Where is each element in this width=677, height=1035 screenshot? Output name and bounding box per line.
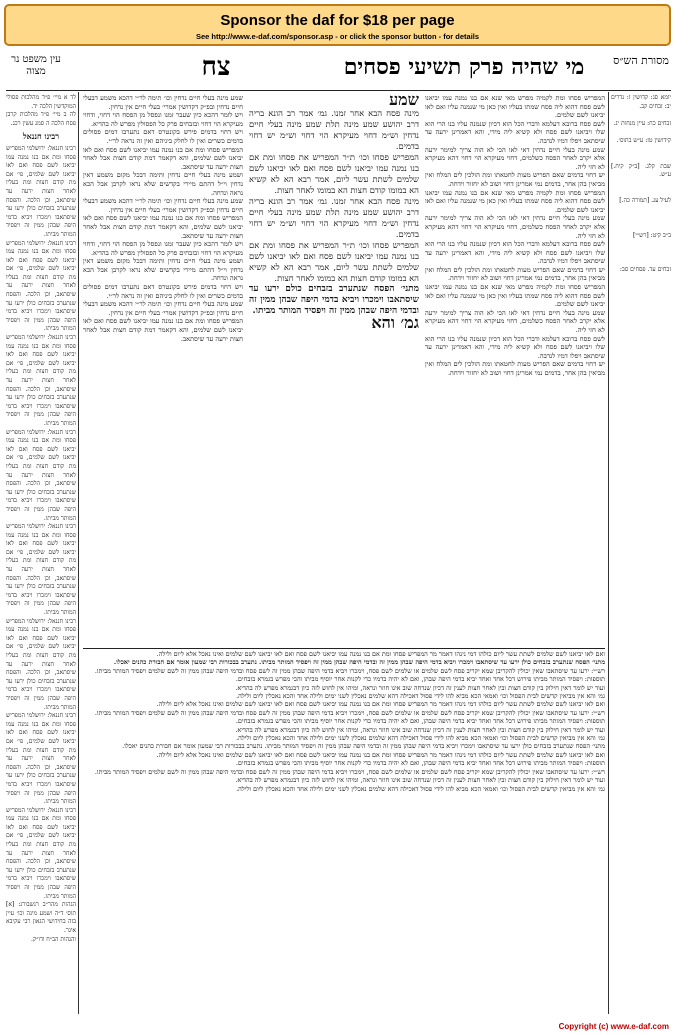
lower-paragraph: רש״י: ירעו עד שיסתאבו שאין יכולין להקריבן שמא יקריב פסח לשם שלמים או שלמים לשם פסח, וימכרו ויביא בדמי היפה שבהן ממין זה לשם פסח ובדמי היפה שבהן ממין זה לשם שלמים ויפסיד המותר מביתו.: [94, 666, 605, 675]
rashi-paragraph: המפריש פסחו ומת לקמיה מפרש מאי שנא אם בנו נמנה עמו יביאנו לשם פסח דהוא ליה פסח שמתו בעליו ואין כאן מי שנמנה עליו ואם לאו יביאנו לשם שלמים.: [425, 283, 605, 309]
lower-paragraph: מתני׳ הפסח שנתערב בזבחים כולן ירעו עד שיסתאבו וימכרו ויביא בדמי היפה שבהן ממין זה ובדמי היפה שבהן ממין זה ויפסיד המותר מביתו. נתערב בבכורות רבי שמעון אומר אם חבורת כהנים יאכלו.: [122, 742, 605, 751]
lower-paragraph: תוספות: ויפסיד המותר מביתו פירוש דכל אחד ואחד יביא בדמי היפה שבהן, ואם לא יהיה בדמיו כדי לקנות אחר יוסיף מביתו והכי מפרש בגמרא בזבחים.: [235, 759, 605, 768]
rashi-paragraph: שמע מינה בעלי חיים נדחין דאי לאו הכי לא הוה צריך למימר ירעה אלא יקרב לאחר הפסח כשלמים, דחוי מעיקרא הוי דחוי דהא מעיקרא לא חזי ליה.: [425, 308, 605, 335]
rashi-column: [425, 94, 605, 649]
lower-commentary: [83, 650, 605, 1015]
rashi-paragraph: יש דחוי בדמים שאם הפריש מעות לחטאתו ומת הולכין לים המלח ואין מביאין בהן אחר, בדמים נמי אמרינן דחוי ושוב לא יחזור וידחה.: [425, 265, 605, 283]
ein-mishpat-entry: לד א מיי׳ פ״ד מהלכות פסולי המוקדשין הלכה יד.: [6, 94, 76, 110]
hagahot-entry: הגהות מהר״ב רנשבורג: [א] תוס׳ ד״ה ושמע מינה וכו׳ עיין בזה בחידושי הגאון רבי עקיבא איגר.: [6, 901, 76, 934]
lower-paragraph: ואם לאו יביאנו לשם שלמים לשתת עשר ליום כולהו דמי נינהו דאמר מר המפריש פסחו ומת אם בנו נמנה עמו יביאנו לשם פסח ואם לאו יביאנו לשם שלמים ואינו נאכל אלא ליום ולילה.: [156, 650, 605, 658]
rashi-paragraph: שמע מינה בעלי חיים נדחין דאי לאו הכי לא הוה צריך למימר ירעה אלא יקרב לאחר הפסח כשלמים, דחוי מעיקרא הוי דחוי דהא מעיקרא לא חזי ליה.: [425, 214, 605, 240]
rabbeinu-chananel-text: רבינו חננאל: ירושלמי המפריש פסחו ומת אם בנו נמנה עמו יביאנו לשם פסח ואם לאו יביאנו לשם שלמים, פי׳ אם מת קודם חצות ומת בעליו לאחר חצות ירעה עד שיסתאב, וכן הלכה. והפסח שנתערב בזבחים כולן ירעו עד שיסתאבו וימכרו ויביא בדמי היפה שבהן ממין זה ויפסיד המותר מביתו.: [6, 617, 76, 711]
masoret-entry: זבחים כח: עיין מנחות יג.: [613, 119, 671, 127]
mishnah-paragraph: מתני׳ הפסח שנתערב בזבחים כולם ירעו עד שיסתאבו וימכרו ויביא בדמי היפה שבהן ממין זה ובדמי היפה שבהן ממין זה ויפסיד המותר מביתו.: [249, 284, 419, 316]
masoret-header: מסורת הש״ס: [613, 54, 669, 67]
lower-paragraph: ואם לאו יביאנו לשם שלמים לשתת עשר ליום כולהו דמי נינהו דאמר מר המפריש פסחו ומת אם בנו נמנה עמו יביאנו לשם פסח ואם לאו יביאנו לשם שלמים ואינו נאכל אלא ליום ולילה.: [156, 750, 605, 759]
ein-mishpat-column: [6, 94, 76, 1014]
masoret-entry: יומא סג: קדושין ז: נדרים יב: זבחים קב.: [611, 94, 671, 110]
divider: [608, 92, 609, 1014]
lower-paragraph: גמ׳ והא אין מביאין קדשים לבית הפסול וכו׳ ואמאי הכא מביא להו לידי פסול דאכילה דהא שלמים נאכלין לשני ימים ולילה אחד והכא נאכלין ליום ולילה.: [236, 784, 605, 793]
gemara-paragraph: המפריש פסחו וכו׳ ת״ר המפריש את פסחו ומת אם בנו נמנה עמו יביאנו לשם פסח ואם לאו יביאנו לשם שלמים לשתת עשר ליום, אמר רבא הא לא קשיא הא במומו קודם חצות הא במומו לאחר חצות.: [249, 240, 419, 283]
tosafot-paragraph: ויש דחוי בדמים פירש בקונטרס דאם נתערבו דמים פסולים בדמים כשרים ואין לו לחלק ביניהם ואין זה נראה לר״י.: [83, 283, 243, 300]
rashi-paragraph: יש דחוי בדמים שאם הפריש מעות לחטאתו ומת הולכין לים המלח ואין מביאין בהן אחר, בדמים נמי אמרינן דחוי ושוב לא יחזור וידחה.: [425, 360, 605, 377]
masoret-entry: לעיל עג. [תמורה כה.]: [619, 197, 671, 205]
tosafot-paragraph: ושמע מינה בעלי חיים נדחין ותימה דבכל מקום משמע דאין נדחין וי״ל דהתם מיירי בקדשים שלא נראו לקרבן אבל הכא נראה ונדחה.: [83, 171, 243, 197]
gemara-paragraph: המפריש פסחו וכו׳ ת״ר המפריש את פסחו ומת אם בנו נמנה עמו יביאנו לשם פסח ואם לאו יביאנו לשם שלמים לשתת עשר ליום, אמר רבא הא לא קשיא הא במומו קודם חצות הא במומו לאחר חצות.: [249, 152, 419, 195]
lower-paragraph: ועוד יש לומר דאין חילוק בין קודם חצות ובין לאחר חצות לענין זה דכיון שנדחה שוב אינו חוזר ונראה, ומיהו אין לחוש לזה כיון דבגמרא מפרש לה בהדיא.: [235, 683, 605, 692]
chapter-title: מי שהיה פרק תשיעי פסחים: [343, 54, 585, 80]
masoret-column: [611, 94, 671, 1014]
lower-paragraph: רש״י: ירעו עד שיסתאבו שאין יכולין להקריבן שמא יקריב פסח לשם שלמים או שלמים לשם פסח, וימכרו ויביא בדמי היפה שבהן ממין זה לשם פסח ובדמי היפה שבהן ממין זה לשם שלמים ויפסיד המותר מביתו.: [94, 767, 605, 776]
gemara-column: [249, 94, 419, 649]
tosafot-paragraph: ויש דחוי בדמים פירש בקונטרס דאם נתערבו דמים פסולים בדמים כשרים ואין לו לחלק ביניהם ואין זה נראה לר״י.: [83, 128, 243, 145]
talmud-page: [6, 50, 671, 1020]
hagahot-entry: והגהות הב״ח ודו״ק.: [31, 935, 76, 943]
tosafot-paragraph: ויש לומר דהכא כיון שעבר זמנו ונפסל מן הפסח הוי דחוי, ודחוי מעיקרא הוי דחוי ובזבחים פרק כל הפסולין מפרש לה בהדיא.: [83, 111, 243, 128]
tosafot-paragraph: שמע מינה בעלי חיים נדחין וכו׳ תימה לר״י דהכא משמע דבעלי חיים נדחין ובפ״ק דקדושין אמרי׳ בעלי חיים אין נדחין.: [83, 197, 243, 214]
rashi-paragraph: שמע מינה בעלי חיים נדחין דאי לאו הכי לא הוה צריך למימר ירעה אלא יקרב לאחר הפסח כשלמים, דחוי מעיקרא הוי דחוי דהא מעיקרא לא חזי ליה.: [425, 145, 605, 171]
sponsor-banner[interactable]: [4, 4, 671, 46]
rabbeinu-chananel-text: רבינו חננאל: ירושלמי המפריש פסחו ומת אם בנו נמנה עמו יביאנו לשם פסח ואם לאו יביאנו לשם שלמים, פי׳ אם מת קודם חצות ומת בעליו לאחר חצות ירעה עד שיסתאב, וכן הלכה. והפסח שנתערב בזבחים כולן ירעו עד שיסתאבו וימכרו ויביא בדמי היפה שבהן ממין זה ויפסיד המותר מביתו.: [6, 239, 76, 333]
lower-paragraph: ועוד יש לומר דאין חילוק בין קודם חצות ובין לאחר חצות לענין זה דכיון שנדחה שוב אינו חוזר ונראה, ומיהו אין לחוש לזה כיון דבגמרא מפרש לה בהדיא.: [235, 776, 605, 785]
rashi-paragraph: לשם פסח ברובא דעלמא ודברי הכל הוא דכיון שנמנה עליו בנו הרי הוא שלו ויביאנו לשם פסח ולא קשיא ליה מידי, והא דאמרינן ירעה עד שיסתאב ויפלו דמיו לנדבה.: [425, 334, 605, 360]
gemara-lead-word: שמע: [389, 94, 419, 109]
lower-paragraph: ועוד יש לומר דאין חילוק בין קודם חצות ובין לאחר חצות לענין זה דכיון שנדחה שוב אינו חוזר ונראה, ומיהו אין לחוש לזה כיון דבגמרא מפרש לה בהדיא.: [235, 725, 605, 734]
tosafot-paragraph: המפריש פסחו ומת אם בנו נמנה עמו יביאנו לשם פסח ואם לאו יביאנו לשם שלמים, והא דקאמר דמת קודם חצות אבל לאחר חצות ירעה עד שיסתאב.: [83, 145, 243, 171]
tosafot-paragraph: המפריש פסחו ומת אם בנו נמנה עמו יביאנו לשם פסח ואם לאו יביאנו לשם שלמים, והא דקאמר דמת קודם חצות אבל לאחר חצות ירעה עד שיסתאב.: [83, 214, 243, 240]
ein-mishpat-entry: לה ב מיי׳ פ״ד מהלכות קרבן פסח הלכה ה סמג עשין רכג.: [6, 111, 76, 127]
gemara-paragraph: מינה פסח הבא אחר זמנו. גמ׳ אמר רב הונא בריה דרב יהושע שמע מינה תלת שמע מינה בעלי חיים נדחין וש״מ דחוי מעיקרא הוי דחוי וש״מ יש דחוי בדמים.: [249, 196, 419, 239]
rabbeinu-chananel-text: רבינו חננאל: ירושלמי המפריש פסחו ומת אם בנו נמנה עמו יביאנו לשם פסח ואם לאו יביאנו לשם שלמים, פי׳ אם מת קודם חצות ומת בעליו לאחר חצות ירעה עד שיסתאב, וכן הלכה. והפסח שנתערב בזבחים כולן ירעו עד שיסתאבו וימכרו ויביא בדמי היפה שבהן ממין זה ויפסיד המותר מביתו.: [6, 806, 76, 900]
rashi-paragraph: יש דחוי בדמים שאם הפריש מעות לחטאתו ומת הולכין לים המלח ואין מביאין בהן אחר, בדמים נמי אמרינן דחוי ושוב לא יחזור וידחה.: [425, 171, 605, 188]
tosafot-paragraph: המפריש פסחו ומת אם בנו נמנה עמו יביאנו לשם פסח ואם לאו יביאנו לשם שלמים, והא דקאמר דמת קודם חצות אבל לאחר חצות ירעה עד שיסתאב.: [83, 317, 243, 343]
lower-paragraph: רש״י: ירעו עד שיסתאבו שאין יכולין להקריבן שמא יקריב פסח לשם שלמים או שלמים לשם פסח, וימכרו ויביא בדמי היפה שבהן ממין זה לשם פסח ובדמי היפה שבהן ממין זה לשם שלמים ויפסיד המותר מביתו.: [94, 708, 605, 717]
gemara-paragraph: מינה פסח הבא אחר זמנו. גמ׳ אמר רב הונא בריה דרב יהושע שמע מינה תלת שמע מינה בעלי חיים נדחין וש״מ דחוי מעיקרא הוי דחוי וש״מ יש דחוי בדמים.: [249, 108, 419, 151]
ein-mishpat-header: עין משפט נר מצוה: [11, 54, 61, 77]
tosafot-paragraph: שמע מינה בעלי חיים נדחין וכו׳ תימה לר״י דהכא משמע דבעלי חיים נדחין ובפ״ק דקדושין אמרי׳ בעלי חיים אין נדחין.: [83, 300, 243, 317]
header-divider: [6, 90, 671, 91]
tosafot-paragraph: ושמע מינה בעלי חיים נדחין ותימה דבכל מקום משמע דאין נדחין וי״ל דהתם מיירי בקדשים שלא נראו לקרבן אבל הכא נראה ונדחה.: [83, 257, 243, 283]
masoret-entry: שבת קלג. [ב״ק קיח.] ע״ש.: [611, 162, 671, 179]
rabbeinu-chananel-text: רבינו חננאל: ירושלמי המפריש פסחו ומת אם בנו נמנה עמו יביאנו לשם פסח ואם לאו יביאנו לשם שלמים, פי׳ אם מת קודם חצות ומת בעליו לאחר חצות ירעה עד שיסתאב, וכן הלכה. והפסח שנתערב בזבחים כולן ירעו עד שיסתאבו וימכרו ויביא בדמי היפה שבהן ממין זה ויפסיד המותר מביתו.: [6, 334, 76, 427]
rashi-paragraph: לשם פסח ברובא דעלמא ודברי הכל הוא דכיון שנמנה עליו בנו הרי הוא שלו ויביאנו לשם פסח ולא קשיא ליה מידי, והא דאמרינן ירעה עד שיסתאב ויפלו דמיו לנדבה.: [425, 119, 605, 145]
rabbeinu-chananel-text: רבינו חננאל: ירושלמי המפריש פסחו ומת אם בנו נמנה עמו יביאנו לשם פסח ואם לאו יביאנו לשם שלמים, פי׳ אם מת קודם חצות ומת בעליו לאחר חצות ירעה עד שיסתאב, וכן הלכה. והפסח שנתערב בזבחים כולן ירעו עד שיסתאבו וימכרו ויביא בדמי היפה שבהן ממין זה ויפסיד המותר מביתו.: [6, 428, 76, 522]
section-divider: [83, 648, 605, 649]
masoret-entry: קידושין טז: ע״ש בתוס׳.: [616, 136, 671, 144]
lower-paragraph: ואם לאו יביאנו לשם שלמים לשתת עשר ליום כולהו דמי נינהו דאמר מר המפריש פסחו ומת אם בנו נמנה עמו יביאנו לשם פסח ואם לאו יביאנו לשם שלמים ואינו נאכל אלא ליום ולילה.: [156, 700, 605, 709]
rabbeinu-chananel-text: רבינו חננאל: ירושלמי המפריש פסחו ומת אם בנו נמנה עמו יביאנו לשם פסח ואם לאו יביאנו לשם שלמים, פי׳ אם מת קודם חצות ומת בעליו לאחר חצות ירעה עד שיסתאב, וכן הלכה. והפסח שנתערב בזבחים כולן ירעו עד שיסתאבו וימכרו ויביא בדמי היפה שבהן ממין זה ויפסיד המותר מביתו.: [6, 144, 76, 238]
lower-paragraph: גמ׳ והא אין מביאין קדשים לבית הפסול וכו׳ ואמאי הכא מביא להו לידי פסול דאכילה דהא שלמים נאכלין לשני ימים ולילה אחד והכא נאכלין ליום ולילה.: [236, 692, 605, 701]
rabbeinu-chananel-text: רבינו חננאל: ירושלמי המפריש פסחו ומת אם בנו נמנה עמו יביאנו לשם פסח ואם לאו יביאנו לשם שלמים, פי׳ אם מת קודם חצות ומת בעליו לאחר חצות ירעה עד שיסתאב, וכן הלכה. והפסח שנתערב בזבחים כולן ירעו עד שיסתאבו וימכרו ויביא בדמי היפה שבהן ממין זה ויפסיד המותר מביתו.: [6, 712, 76, 806]
daf-number: צח: [201, 52, 231, 82]
tosafot-paragraph: ויש לומר דהכא כיון שעבר זמנו ונפסל מן הפסח הוי דחוי, ודחוי מעיקרא הוי דחוי ובזבחים פרק כל הפסולין מפרש לה בהדיא.: [83, 240, 243, 257]
rashi-paragraph: המפריש פסחו ומת לקמיה מפרש מאי שנא אם בנו נמנה עמו יביאנו לשם פסח דהוא ליה פסח שמתו בעליו ואין כאן מי שנמנה עליו ואם לאו יביאנו לשם שלמים.: [425, 94, 605, 120]
sponsor-subtitle[interactable]: See http://www.e-daf.com/sponsor.asp - or click the sponsor button - for details: [195, 32, 480, 41]
tosafot-paragraph: שמע מינה בעלי חיים נדחין וכו׳ תימה לר״י דהכא משמע דבעלי חיים נדחין ובפ״ק דקדושין אמרי׳ בעלי חיים אין נדחין.: [83, 94, 243, 111]
rashi-paragraph: לשם פסח ברובא דעלמא ודברי הכל הוא דכיון שנמנה עליו בנו הרי הוא שלו ויביאנו לשם פסח ולא קשיא ליה מידי, והא דאמרינן ירעה עד שיסתאב ויפלו דמיו לנדבה.: [425, 240, 605, 266]
lower-paragraph: גמ׳ והא אין מביאין קדשים לבית הפסול וכו׳ ואמאי הכא מביא להו לידי פסול דאכילה דהא שלמים נאכלין לשני ימים ולילה אחד והכא נאכלין ליום ולילה.: [236, 734, 605, 743]
rashi-paragraph: המפריש פסחו ומת לקמיה מפרש מאי שנא אם בנו נמנה עמו יביאנו לשם פסח דהוא ליה פסח שמתו בעליו ואין כאן מי שנמנה עליו ואם לאו יביאנו לשם שלמים.: [425, 188, 605, 214]
gemara-marker: גמ׳ והא: [371, 313, 419, 332]
masoret-entry: זבחים עד. פסחים סב:: [619, 265, 671, 273]
sponsor-title[interactable]: Sponsor the daf for $18 per page: [220, 12, 455, 29]
masoret-entry: ב״ב קיט: [רש״י]: [632, 231, 671, 239]
rabbeinu-chananel-label: רבינו חננאל: [22, 131, 60, 142]
divider: [78, 92, 79, 1014]
lower-paragraph: תוספות: ויפסיד המותר מביתו פירוש דכל אחד ואחד יביא בדמי היפה שבהן, ואם לא יהיה בדמיו כדי לקנות אחר יוסיף מביתו והכי מפרש בגמרא בזבחים.: [235, 675, 605, 684]
lower-paragraph: מתני׳ הפסח שנתערב בזבחים כולן ירעו עד שיסתאבו וימכרו ויביא בדמי היפה שבהן ממין זה ובדמי היפה שבהן ממין זה ויפסיד המותר מביתו. נתערב בבכורות רבי שמעון אומר אם חבורת כהנים יאכלו.: [113, 658, 605, 667]
lower-paragraph: תוספות: ויפסיד המותר מביתו פירוש דכל אחד ואחד יביא בדמי היפה שבהן, ואם לא יהיה בדמיו כדי לקנות אחר יוסיף מביתו והכי מפרש בגמרא בזבחים.: [235, 717, 605, 726]
rabbeinu-chananel-text: רבינו חננאל: ירושלמי המפריש פסחו ומת אם בנו נמנה עמו יביאנו לשם פסח ואם לאו יביאנו לשם שלמים, פי׳ אם מת קודם חצות ומת בעליו לאחר חצות ירעה עד שיסתאב, וכן הלכה. והפסח שנתערב בזבחים כולן ירעו עד שיסתאבו וימכרו ויביא בדמי היפה שבהן ממין זה ויפסיד המותר מביתו.: [6, 523, 76, 617]
copyright-link[interactable]: Copyright (c) www.e-daf.com: [558, 1022, 669, 1031]
tosafot-column: [83, 94, 243, 649]
